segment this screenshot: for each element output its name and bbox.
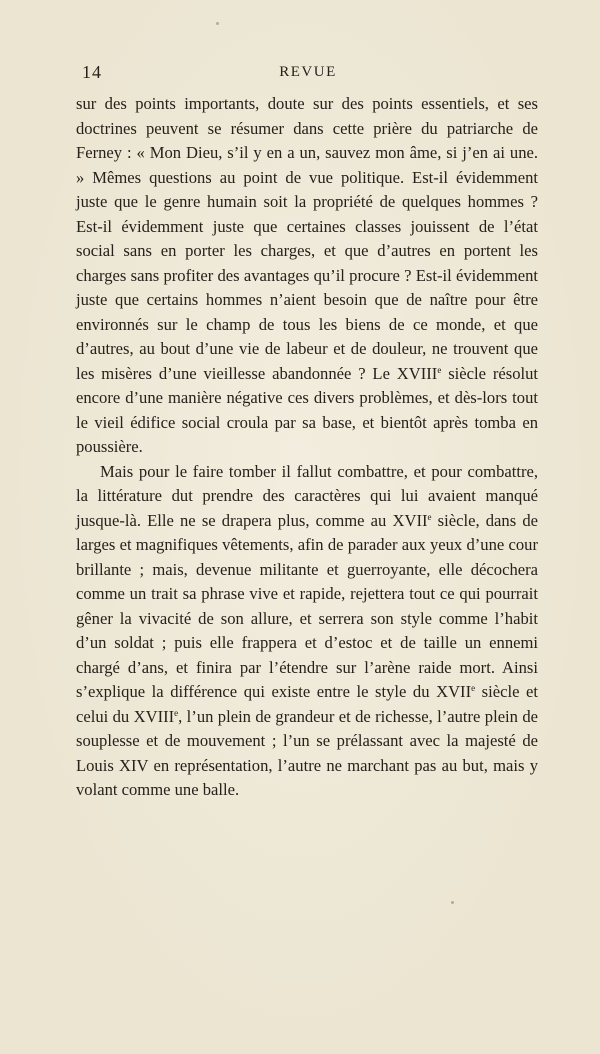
text-run: Mais pour le faire tomber il fallut combattre, et pour combattre, la littérature dut prendre des caractères qui lui avaient manqué jusque-là. Elle ne se drapera plus, comme au XVII [76, 461, 538, 530]
text-run: siècle, dans de larges et magnifiques vêtements, afin de parader aux yeux d’une cour brillante ; mais, devenue militante et guerroyante, elle décochera comme un trait sa phrase vive et rapide, rejettera tout ce qui pourrait gêner la vivacité de son allure, et serrera son style comme l’habit d’un soldat ; puis elle frappera et d’estoc et de taille un ennemi chargé d’ans, et finira par l’étendre sur l’arène raide mort. Ainsi s’explique la différence qui existe entre le style du XVII [76, 510, 538, 701]
paper-speck [216, 22, 219, 25]
text-run: siècle résolut encore d’une manière négative ces divers problèmes, et dès-lors tout le vieil édifice social croula par sa base, et bientôt après tomba en poussière. [76, 363, 539, 456]
paper-speck [451, 901, 454, 904]
page-number: 14 [82, 62, 102, 82]
superscript: e [174, 707, 179, 718]
superscript: e [471, 683, 476, 693]
body-text [76, 92, 538, 803]
running-head: REVUE [279, 64, 337, 80]
paragraph [76, 92, 538, 460]
paragraph [76, 460, 538, 803]
superscript: e [437, 364, 442, 375]
page-header [78, 62, 538, 86]
superscript: e [427, 511, 432, 522]
text-run: , l’un plein de grandeur et de richesse, l’autre plein de souplesse et de mouvement ; l’un se prélassant avec la majesté de Louis XIV en représentation, l’autre ne marchant pas au but, mais y volant comme une balle. [76, 706, 539, 799]
text-run: sur des points importants, doute sur des points essentiels, et ses doctrines peuvent se résumer dans cette prière du patriarche de Ferney : « Mon Dieu, s’il y en a un, sauvez mon âme, si j’en ai une. » Mêmes questions au point de vue politique. Est-il évidemment juste que le genre humain soit la propriété de quelques hommes ? Est-il évidemment juste que certaines classes jouissent de l’état social sans en porter les charges, et que d’autres en portent les charges sans profiter des avantages qu’il procure ? Est-il évidemment juste que certains hommes n’aient besoin que de naître pour être environnés sur le champ de tous les biens de ce monde, et que d’autres, au bout d’une vie de labeur et de douleur, ne trouvent que les misères d’une vieillesse abandonnée ? Le XVIII [76, 94, 538, 383]
text-run: siècle et celui du XVIII [76, 682, 538, 726]
